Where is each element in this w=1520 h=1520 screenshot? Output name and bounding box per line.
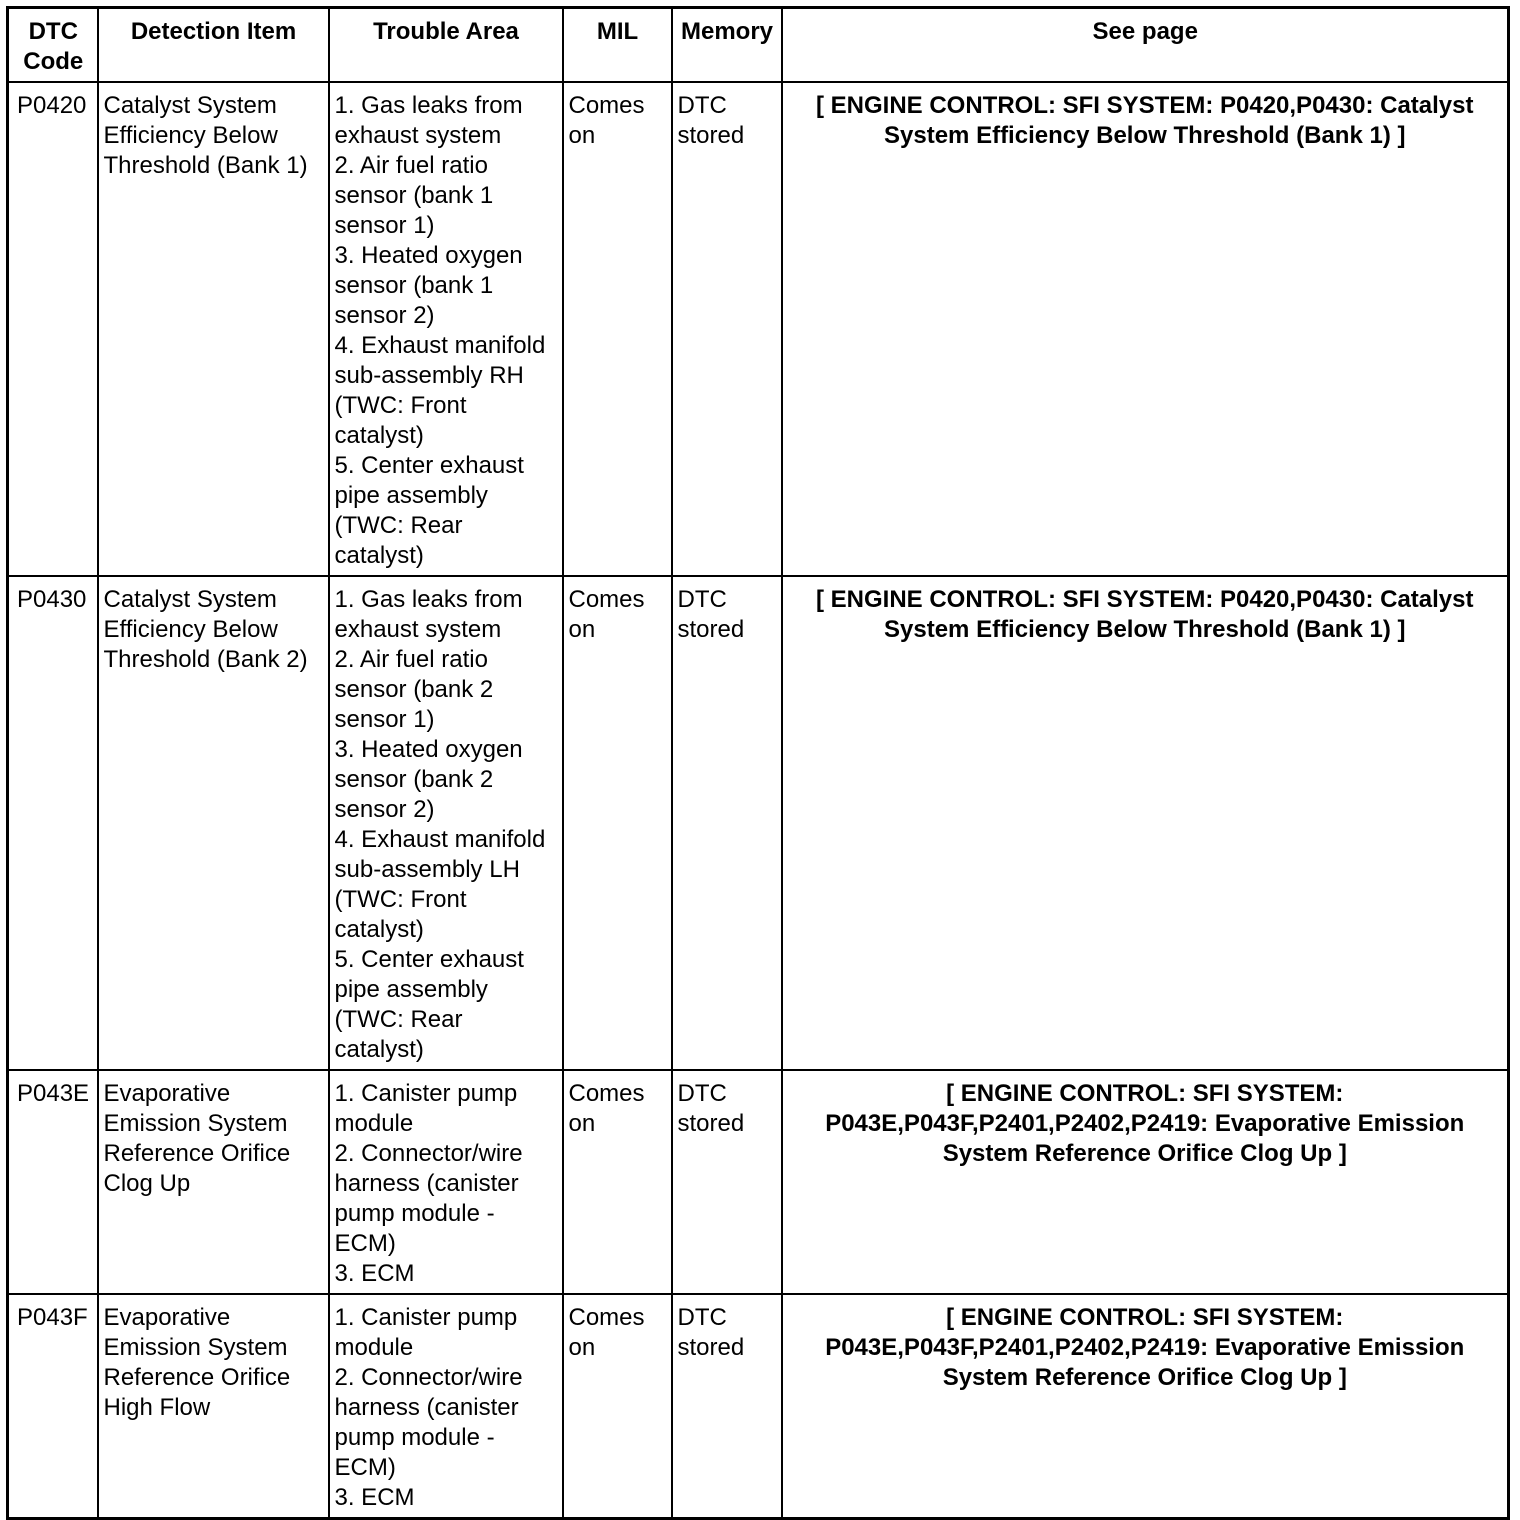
trouble-area-item: 5. Center exhaust pipe assembly (TWC: Rear catalyst) [334, 452, 524, 569]
trouble-area-item: 1. Canister pump module [334, 1080, 518, 1137]
table-row [8, 576, 1509, 1070]
table-row [8, 82, 1509, 576]
header-trouble-area: Trouble Area [329, 8, 563, 83]
trouble-area-item: 2. Connector/wire harness (canister pump module - ECM) [334, 1364, 523, 1481]
header-memory: Memory [672, 8, 782, 83]
mil-cell: Comes on [563, 1294, 672, 1519]
trouble-area-item: 3. ECM [334, 1484, 415, 1511]
trouble-area-item: 3. Heated oxygen sensor (bank 1 sensor 2) [334, 242, 523, 329]
memory-cell: DTC stored [672, 1070, 782, 1294]
trouble-area-item: 3. ECM [334, 1260, 415, 1287]
trouble-area-cell [329, 1294, 563, 1519]
see-page-link[interactable]: [ ENGINE CONTROL: SFI SYSTEM: P0420,P0430: Catalyst System Efficiency Below Threshold (Bank 1) ] [782, 576, 1509, 1070]
detection-item-cell: Evaporative Emission System Reference Orifice Clog Up [98, 1070, 329, 1294]
mil-cell: Comes on [563, 82, 672, 576]
header-row [8, 8, 1509, 83]
trouble-area-item: 1. Gas leaks from exhaust system [334, 586, 523, 643]
detection-item-cell: Evaporative Emission System Reference Orifice High Flow [98, 1294, 329, 1519]
mil-cell: Comes on [563, 1070, 672, 1294]
table-row [8, 1294, 1509, 1519]
trouble-area-item: 1. Gas leaks from exhaust system [334, 92, 523, 149]
trouble-area-cell [329, 576, 563, 1070]
trouble-area-item: 2. Air fuel ratio sensor (bank 2 sensor 1) [334, 646, 494, 733]
trouble-area-item: 4. Exhaust manifold sub-assembly LH (TWC: Front catalyst) [334, 826, 546, 943]
trouble-area-item: 3. Heated oxygen sensor (bank 2 sensor 2) [334, 736, 523, 823]
trouble-area-item: 4. Exhaust manifold sub-assembly RH (TWC: Front catalyst) [334, 332, 546, 449]
memory-cell: DTC stored [672, 1294, 782, 1519]
header-dtc-code: DTC Code [8, 8, 98, 83]
dtc-code-cell: P0420 [8, 82, 98, 576]
table-row [8, 1070, 1509, 1294]
see-page-link[interactable]: [ ENGINE CONTROL: SFI SYSTEM: P0420,P0430: Catalyst System Efficiency Below Threshold (Bank 1) ] [782, 82, 1509, 576]
trouble-area-item: 2. Connector/wire harness (canister pump module - ECM) [334, 1140, 523, 1257]
memory-cell: DTC stored [672, 576, 782, 1070]
trouble-area-item: 5. Center exhaust pipe assembly (TWC: Rear catalyst) [334, 946, 524, 1063]
header-see-page: See page [782, 8, 1509, 83]
dtc-code-cell: P043F [8, 1294, 98, 1519]
dtc-table [6, 6, 1510, 1520]
trouble-area-cell [329, 1070, 563, 1294]
trouble-area-item: 1. Canister pump module [334, 1304, 518, 1361]
header-detection-item: Detection Item [98, 8, 329, 83]
trouble-area-cell [329, 82, 563, 576]
detection-item-cell: Catalyst System Efficiency Below Threshold (Bank 2) [98, 576, 329, 1070]
see-page-link[interactable]: [ ENGINE CONTROL: SFI SYSTEM: P043E,P043F,P2401,P2402,P2419: Evaporative Emission System Reference Orifice Clog Up ] [782, 1070, 1509, 1294]
dtc-code-cell: P043E [8, 1070, 98, 1294]
mil-cell: Comes on [563, 576, 672, 1070]
header-mil: MIL [563, 8, 672, 83]
see-page-link[interactable]: [ ENGINE CONTROL: SFI SYSTEM: P043E,P043F,P2401,P2402,P2419: Evaporative Emission System Reference Orifice Clog Up ] [782, 1294, 1509, 1519]
memory-cell: DTC stored [672, 82, 782, 576]
detection-item-cell: Catalyst System Efficiency Below Threshold (Bank 1) [98, 82, 329, 576]
trouble-area-item: 2. Air fuel ratio sensor (bank 1 sensor 1) [334, 152, 494, 239]
dtc-code-cell: P0430 [8, 576, 98, 1070]
